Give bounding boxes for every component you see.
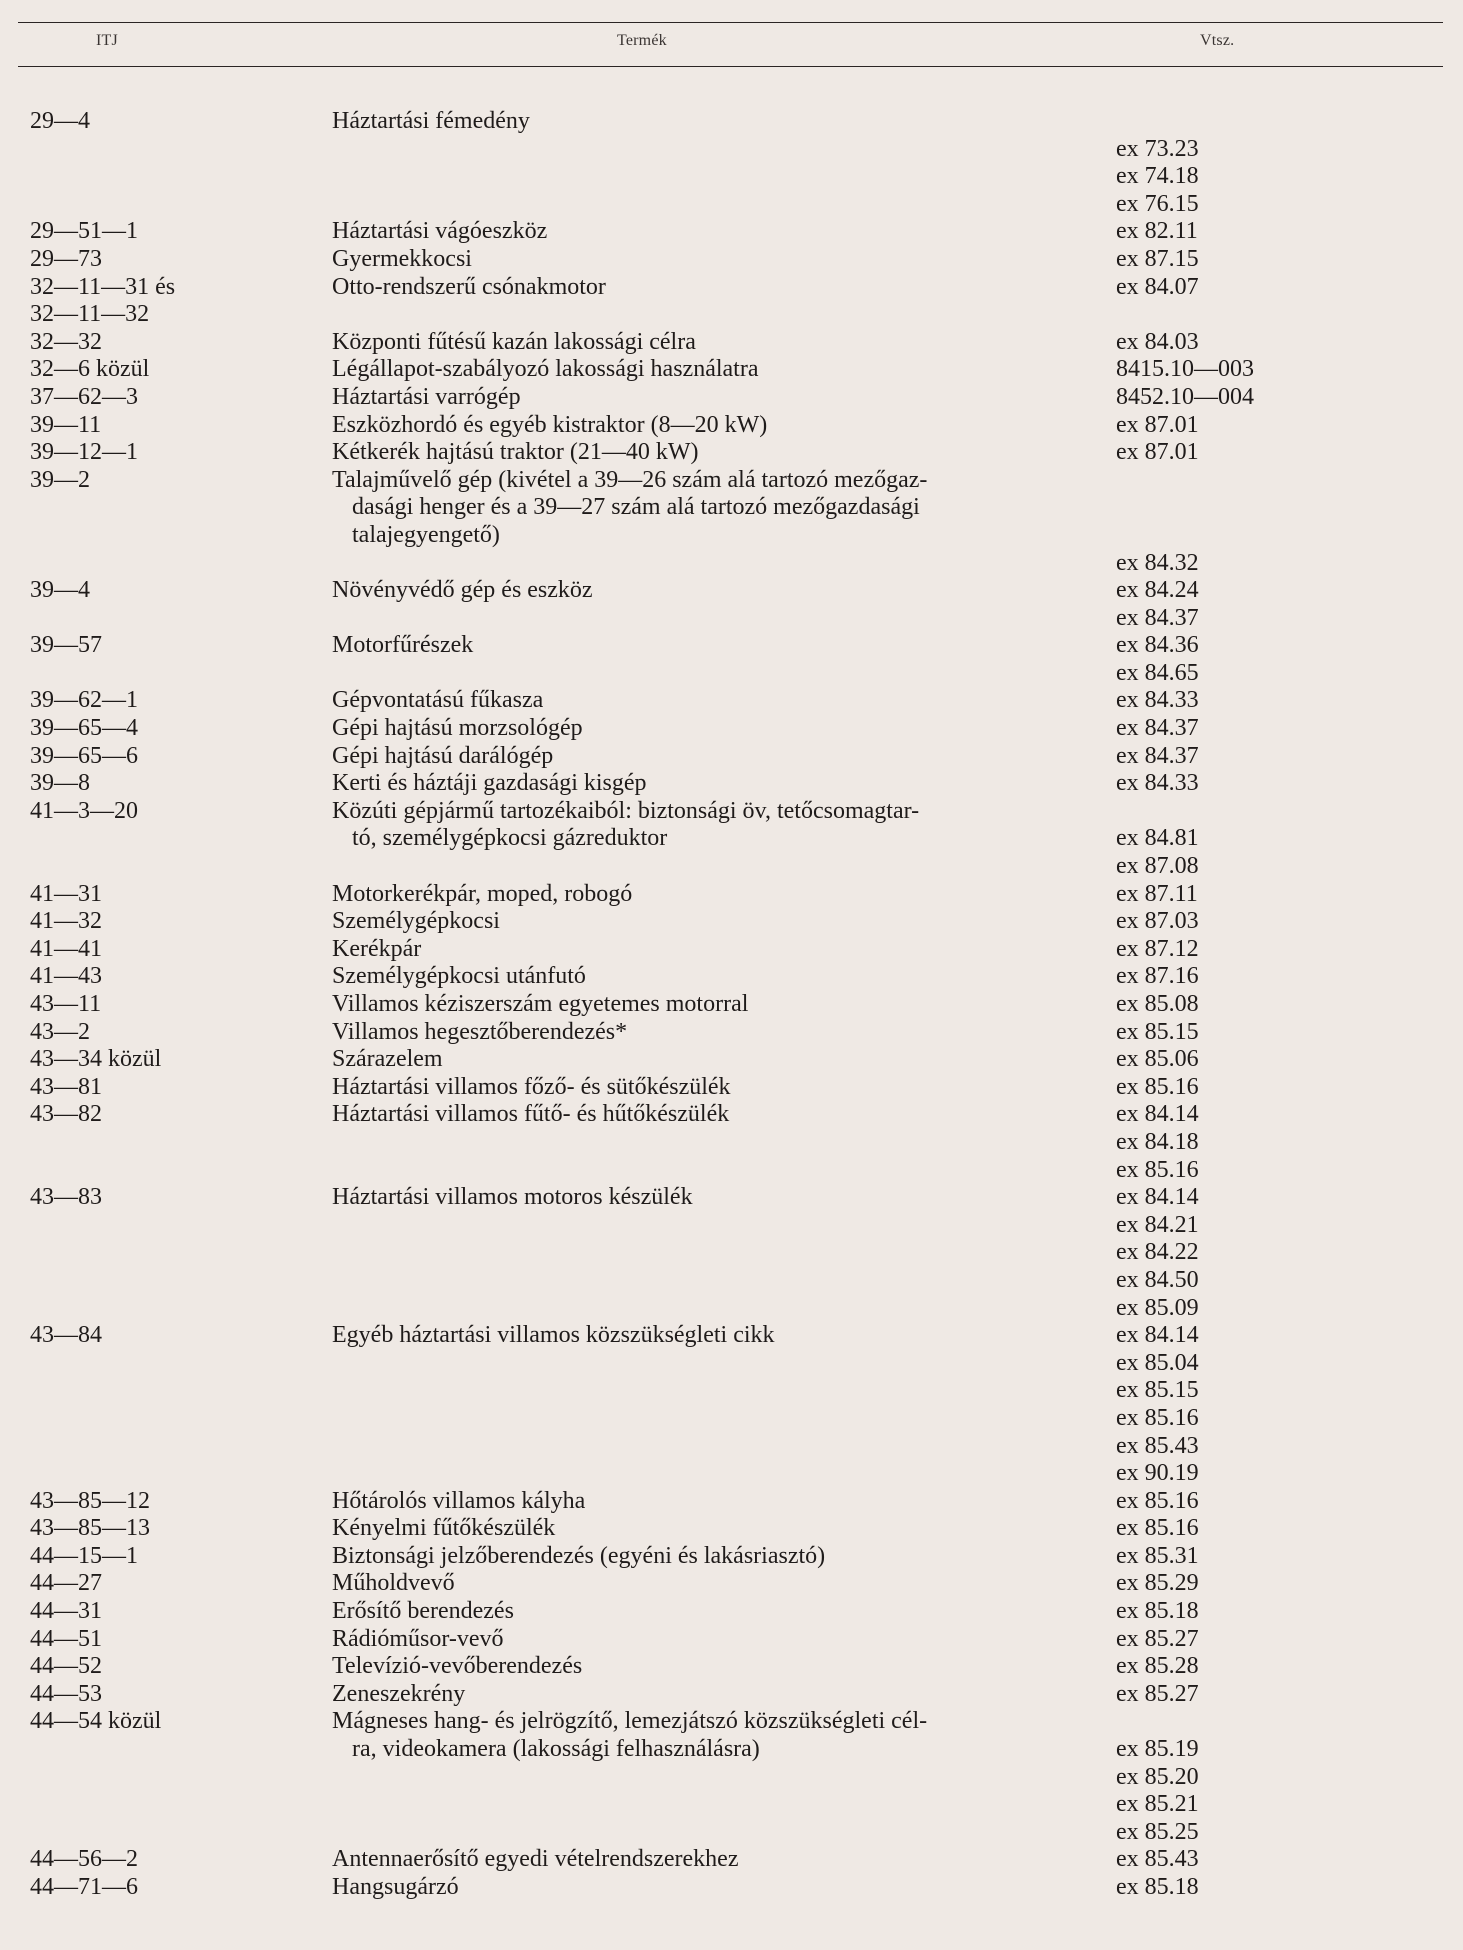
vtsz-code: ex 85.16 — [1116, 1404, 1199, 1431]
table-row — [0, 798, 1463, 881]
itj-code: 39—65—4 — [30, 715, 138, 742]
product-name — [332, 881, 1116, 909]
table-row — [0, 1598, 1463, 1626]
product-name — [332, 467, 1116, 550]
product-name — [332, 108, 1116, 136]
product-name — [332, 687, 1116, 715]
itj-code: 44—53 — [30, 1680, 102, 1707]
table-row — [0, 412, 1463, 440]
vtsz-codes — [1116, 1681, 1463, 1709]
itj-code: 29—4 — [30, 108, 90, 134]
vtsz-code: ex 87.01 — [1116, 439, 1199, 466]
product-line: Talajművelő gép (kivétel a 39—26 szám alá tartozó mezőgaz- — [332, 466, 928, 493]
product-line: Motorkerékpár, moped, robogó — [332, 880, 633, 907]
itj-code: 44—71—6 — [30, 1874, 138, 1900]
table-row — [0, 274, 1463, 302]
vtsz-codes — [1116, 1515, 1463, 1543]
vtsz-code: ex 85.19 — [1116, 1736, 1199, 1763]
product-line: Eszközhordó és egyéb kistraktor (8—20 kW) — [332, 411, 768, 438]
product-line: Biztonsági jelzőberendezés (egyéni és lakásriasztó) — [332, 1542, 826, 1569]
vtsz-code: ex 87.01 — [1116, 411, 1199, 438]
vtsz-code: ex 85.18 — [1116, 1874, 1199, 1900]
product-name — [332, 991, 1116, 1019]
product-name — [332, 1101, 1116, 1129]
table-row — [0, 687, 1463, 715]
vtsz-code: ex 74.18 — [1116, 163, 1199, 190]
itj-code: 44—15—1 — [30, 1542, 138, 1569]
itj-code: 39—8 — [30, 770, 90, 797]
product-name — [332, 743, 1116, 771]
itj-code: 43—81 — [30, 1073, 102, 1100]
vtsz-codes — [1116, 687, 1463, 715]
product-name — [332, 1543, 1116, 1571]
vtsz-codes — [1116, 1074, 1463, 1102]
vtsz-code: ex 85.43 — [1116, 1846, 1199, 1873]
vtsz-codes — [1116, 1626, 1463, 1654]
itj-code: 44—27 — [30, 1570, 102, 1597]
vtsz-code: ex 90.19 — [1116, 1460, 1199, 1487]
table-row — [0, 715, 1463, 743]
itj-code: 43—83 — [30, 1184, 102, 1211]
product-line: Villamos hegesztőberendezés* — [332, 1018, 628, 1045]
vtsz-code — [1116, 522, 1463, 550]
table-row — [0, 1074, 1463, 1102]
table-row — [0, 770, 1463, 798]
product-line: Személygépkocsi utánfutó — [332, 963, 586, 990]
product-name — [332, 936, 1116, 964]
vtsz-code: ex 84.22 — [1116, 1239, 1199, 1266]
vtsz-code: ex 85.20 — [1116, 1763, 1199, 1790]
table-row — [0, 1653, 1463, 1681]
product-name — [332, 632, 1116, 660]
vtsz-code: ex 84.14 — [1116, 1184, 1199, 1211]
table-row — [0, 743, 1463, 771]
top-rule — [18, 22, 1443, 23]
vtsz-code — [1116, 1708, 1463, 1736]
product-line: ra, videokamera (lakossági felhasználásra) — [352, 1736, 760, 1763]
product-name — [332, 329, 1116, 357]
product-line: Gépi hajtású darálógép — [332, 742, 554, 769]
table-row — [0, 908, 1463, 936]
itj-code: 29—73 — [30, 245, 102, 272]
product-line: Gyermekkocsi — [332, 245, 472, 272]
vtsz-codes — [1116, 1019, 1463, 1047]
itj-code: 44—52 — [30, 1653, 102, 1680]
product-line: Egyéb háztartási villamos közszükségleti cikk — [332, 1322, 775, 1349]
vtsz-code: ex 84.14 — [1116, 1101, 1199, 1128]
product-name — [332, 1570, 1116, 1598]
vtsz-codes — [1116, 1708, 1463, 1846]
column-header-itj: ITJ — [96, 32, 118, 49]
vtsz-code: 8452.10—004 — [1116, 383, 1254, 410]
vtsz-code: ex 85.15 — [1116, 1377, 1199, 1404]
table-row — [0, 384, 1463, 412]
vtsz-code: ex 85.43 — [1116, 1432, 1199, 1459]
itj-code: 39—12—1 — [30, 439, 138, 466]
product-line: Kerti és háztáji gazdasági kisgép — [332, 770, 647, 797]
table-row — [0, 218, 1463, 246]
table-row — [0, 1846, 1463, 1874]
product-line: Villamos kéziszerszám egyetemes motorral — [332, 991, 749, 1017]
itj-code: 37—62—3 — [30, 383, 138, 410]
vtsz-codes — [1116, 384, 1463, 412]
vtsz-code: ex 84.37 — [1116, 742, 1199, 769]
itj-code: 41—43 — [30, 963, 102, 990]
product-name — [332, 1019, 1116, 1047]
table-row — [0, 936, 1463, 964]
vtsz-codes — [1116, 881, 1463, 909]
itj-code: 39—57 — [30, 632, 102, 659]
itj-code: 39—4 — [30, 577, 90, 604]
product-name — [332, 301, 1116, 329]
vtsz-codes — [1116, 743, 1463, 771]
itj-code: 39—2 — [30, 466, 90, 493]
vtsz-code: ex 82.11 — [1116, 218, 1198, 245]
column-header-vtsz: Vtsz. — [1200, 32, 1235, 49]
product-line: Háztartási fémedény — [332, 108, 530, 134]
product-line: Háztartási vágóeszköz — [332, 218, 548, 245]
product-name — [332, 1322, 1116, 1350]
table-row — [0, 577, 1463, 632]
product-line: Otto-rendszerű csónakmotor — [332, 273, 606, 300]
vtsz-code: ex 73.23 — [1116, 135, 1199, 162]
product-name — [332, 963, 1116, 991]
vtsz-code: ex 84.03 — [1116, 328, 1199, 355]
vtsz-code: ex 85.27 — [1116, 1625, 1199, 1652]
table-row — [0, 1543, 1463, 1571]
vtsz-code: ex 85.25 — [1116, 1818, 1199, 1845]
vtsz-codes — [1116, 632, 1463, 687]
table-row — [0, 246, 1463, 274]
product-line: Növényvédő gép és eszköz — [332, 577, 593, 604]
product-name — [332, 1074, 1116, 1102]
product-name — [332, 1874, 1116, 1902]
vtsz-code: ex 85.27 — [1116, 1680, 1199, 1707]
itj-code: 41—41 — [30, 935, 102, 962]
vtsz-codes — [1116, 274, 1463, 302]
table-row — [0, 356, 1463, 384]
vtsz-code: ex 84.37 — [1116, 604, 1199, 631]
vtsz-code: ex 76.15 — [1116, 190, 1199, 217]
product-name — [332, 577, 1116, 605]
itj-code: 39—65—6 — [30, 742, 138, 769]
vtsz-code: ex 85.15 — [1116, 1018, 1199, 1045]
product-name — [332, 770, 1116, 798]
table-row — [0, 1101, 1463, 1184]
vtsz-codes — [1116, 908, 1463, 936]
table-row — [0, 1515, 1463, 1543]
table-row — [0, 108, 1463, 218]
vtsz-code — [1116, 494, 1463, 522]
table-row — [0, 1322, 1463, 1488]
table-row — [0, 1019, 1463, 1047]
product-line: Központi fűtésű kazán lakossági célra — [332, 328, 696, 355]
product-line: Kényelmi fűtőkészülék — [332, 1515, 556, 1542]
vtsz-code: ex 84.33 — [1116, 770, 1199, 797]
vtsz-code: ex 84.65 — [1116, 659, 1199, 686]
table-row — [0, 991, 1463, 1019]
vtsz-codes — [1116, 991, 1463, 1019]
vtsz-code: ex 84.18 — [1116, 1128, 1199, 1155]
vtsz-codes — [1116, 439, 1463, 467]
product-line: Háztartási villamos főző- és sütőkészülék — [332, 1073, 731, 1100]
vtsz-code: ex 85.21 — [1116, 1791, 1199, 1818]
product-line: Motorfűrészek — [332, 632, 474, 659]
product-name — [332, 384, 1116, 412]
itj-code: 44—31 — [30, 1598, 102, 1625]
itj-code: 43—82 — [30, 1101, 102, 1128]
vtsz-code: ex 87.15 — [1116, 245, 1199, 272]
vtsz-code: ex 85.06 — [1116, 1046, 1199, 1073]
vtsz-code: ex 87.11 — [1116, 880, 1198, 907]
product-line: Antennaerősítő egyedi vételrendszerekhez — [332, 1846, 739, 1873]
table-row — [0, 1184, 1463, 1322]
vtsz-code: ex 85.16 — [1116, 1073, 1199, 1100]
vtsz-codes — [1116, 577, 1463, 632]
itj-code: 32—11—32 — [30, 301, 150, 328]
product-name — [332, 1708, 1116, 1763]
vtsz-codes — [1116, 246, 1463, 274]
product-name — [332, 356, 1116, 384]
product-line: Légállapot-szabályozó lakossági használatra — [332, 356, 759, 383]
itj-code: 43—85—12 — [30, 1487, 150, 1514]
vtsz-code: ex 87.03 — [1116, 908, 1199, 935]
product-line: Műholdvevő — [332, 1570, 455, 1597]
product-line: Kerékpár — [332, 935, 422, 962]
product-line: Erősítő berendezés — [332, 1598, 514, 1625]
vtsz-code: ex 84.32 — [1116, 549, 1199, 576]
vtsz-code: ex 87.12 — [1116, 935, 1199, 962]
product-line: Háztartási villamos fűtő- és hűtőkészülék — [332, 1101, 730, 1128]
vtsz-code: ex 85.28 — [1116, 1653, 1199, 1680]
itj-code: 44—51 — [30, 1625, 102, 1652]
table-row — [0, 963, 1463, 991]
vtsz-codes — [1116, 1101, 1463, 1184]
table-row — [0, 632, 1463, 687]
vtsz-code: ex 84.33 — [1116, 687, 1199, 714]
vtsz-codes — [1116, 1488, 1463, 1516]
product-name — [332, 246, 1116, 274]
table-row — [0, 1626, 1463, 1654]
product-line: Hangsugárzó — [332, 1874, 459, 1900]
product-line: tó, személygépkocsi gázreduktor — [352, 825, 668, 852]
itj-code: 39—11 — [30, 411, 102, 438]
vtsz-code: ex 84.50 — [1116, 1266, 1199, 1293]
product-line: talajegyengető) — [352, 521, 500, 548]
itj-code: 43—34 közül — [30, 1046, 162, 1073]
vtsz-codes — [1116, 1846, 1463, 1874]
itj-code: 43—2 — [30, 1018, 90, 1045]
vtsz-code: ex 84.14 — [1116, 1322, 1199, 1349]
column-header-termek: Termék — [617, 32, 667, 49]
vtsz-codes — [1116, 770, 1463, 798]
table-row — [0, 467, 1463, 577]
vtsz-codes — [1116, 715, 1463, 743]
itj-code: 43—11 — [30, 991, 102, 1017]
itj-code: 32—6 közül — [30, 356, 150, 383]
itj-code: 41—32 — [30, 908, 102, 935]
vtsz-code: ex 85.04 — [1116, 1349, 1199, 1376]
vtsz-codes — [1116, 467, 1463, 577]
product-line: Szárazelem — [332, 1046, 443, 1073]
vtsz-code: ex 84.21 — [1116, 1211, 1199, 1238]
product-name — [332, 798, 1116, 853]
product-name — [332, 1626, 1116, 1654]
vtsz-code — [1116, 301, 1463, 329]
vtsz-codes — [1116, 1598, 1463, 1626]
itj-code: 44—54 közül — [30, 1708, 162, 1735]
vtsz-codes — [1116, 412, 1463, 440]
vtsz-code: ex 85.18 — [1116, 1598, 1199, 1625]
product-line: Mágneses hang- és jelrögzítő, lemezjátszó közszükségleti cél- — [332, 1708, 928, 1735]
product-line: Kétkerék hajtású traktor (21—40 kW) — [332, 439, 699, 466]
vtsz-code: ex 85.31 — [1116, 1542, 1199, 1569]
vtsz-code: ex 85.29 — [1116, 1570, 1199, 1597]
itj-code: 41—31 — [30, 880, 102, 907]
vtsz-code: ex 87.08 — [1116, 853, 1199, 880]
product-line: Gépi hajtású morzsológép — [332, 715, 583, 742]
product-name — [332, 1184, 1116, 1212]
itj-code: 43—85—13 — [30, 1515, 150, 1542]
vtsz-code: 8415.10—003 — [1116, 356, 1254, 383]
table-row — [0, 439, 1463, 467]
product-line: Zeneszekrény — [332, 1680, 466, 1707]
vtsz-codes — [1116, 936, 1463, 964]
product-name — [332, 412, 1116, 440]
product-line: dasági henger és a 39—27 szám alá tartozó mezőgazdasági — [352, 494, 920, 521]
product-name — [332, 715, 1116, 743]
table-row — [0, 1681, 1463, 1709]
product-line: Személygépkocsi — [332, 908, 500, 935]
product-line: Közúti gépjármű tartozékaiból: biztonsági öv, tetőcsomagtar- — [332, 797, 920, 824]
product-line: Háztartási villamos motoros készülék — [332, 1184, 693, 1211]
vtsz-code — [1116, 467, 1463, 495]
itj-code: 39—62—1 — [30, 687, 138, 714]
vtsz-codes — [1116, 1046, 1463, 1074]
table-row — [0, 1874, 1463, 1902]
product-name — [332, 218, 1116, 246]
vtsz-codes — [1116, 1653, 1463, 1681]
table-row — [0, 329, 1463, 357]
vtsz-code: ex 85.16 — [1116, 1487, 1199, 1514]
vtsz-code: ex 85.08 — [1116, 991, 1199, 1017]
vtsz-code: ex 84.07 — [1116, 273, 1199, 300]
table-row — [0, 1570, 1463, 1598]
vtsz-codes — [1116, 1570, 1463, 1598]
vtsz-codes — [1116, 108, 1463, 218]
product-name — [332, 1846, 1116, 1874]
table-row — [0, 301, 1463, 329]
itj-code: 43—84 — [30, 1322, 102, 1349]
vtsz-codes — [1116, 218, 1463, 246]
product-line: Háztartási varrógép — [332, 383, 521, 410]
product-name — [332, 1598, 1116, 1626]
itj-code: 32—32 — [30, 328, 102, 355]
product-name — [332, 1515, 1116, 1543]
table-row — [0, 1046, 1463, 1074]
vtsz-code: ex 84.81 — [1116, 825, 1199, 852]
vtsz-codes — [1116, 329, 1463, 357]
vtsz-codes — [1116, 798, 1463, 881]
product-name — [332, 1488, 1116, 1516]
product-line: Rádióműsor-vevő — [332, 1625, 504, 1652]
itj-code: 32—11—31 és — [30, 273, 176, 300]
product-name — [332, 1681, 1116, 1709]
vtsz-code — [1116, 108, 1463, 136]
vtsz-codes — [1116, 356, 1463, 384]
product-line: Televízió-vevőberendezés — [332, 1653, 583, 1680]
vtsz-code: ex 85.09 — [1116, 1294, 1199, 1321]
vtsz-code: ex 85.16 — [1116, 1515, 1199, 1542]
table-row — [0, 881, 1463, 909]
itj-code: 41—3—20 — [30, 797, 138, 824]
vtsz-code: ex 84.24 — [1116, 577, 1199, 604]
product-name — [332, 1653, 1116, 1681]
vtsz-codes — [1116, 1874, 1463, 1902]
product-name — [332, 1046, 1116, 1074]
product-line: Hőtárolós villamos kályha — [332, 1487, 586, 1514]
product-name — [332, 908, 1116, 936]
vtsz-code: ex 84.36 — [1116, 632, 1199, 659]
product-line: Gépvontatású fűkasza — [332, 687, 544, 714]
itj-code: 29—51—1 — [30, 218, 138, 245]
product-name — [332, 274, 1116, 302]
vtsz-codes — [1116, 963, 1463, 991]
vtsz-codes — [1116, 301, 1463, 329]
header-rule — [18, 66, 1443, 67]
vtsz-codes — [1116, 1184, 1463, 1322]
table-row — [0, 1708, 1463, 1846]
vtsz-code: ex 87.16 — [1116, 963, 1199, 990]
product-line — [332, 301, 1096, 329]
table-row — [0, 1488, 1463, 1516]
vtsz-code: ex 84.37 — [1116, 715, 1199, 742]
table-body — [0, 108, 1463, 1902]
vtsz-code — [1116, 798, 1463, 826]
itj-code: 44—56—2 — [30, 1846, 138, 1873]
product-name — [332, 439, 1116, 467]
vtsz-codes — [1116, 1322, 1463, 1488]
vtsz-code: ex 85.16 — [1116, 1156, 1199, 1183]
vtsz-codes — [1116, 1543, 1463, 1571]
